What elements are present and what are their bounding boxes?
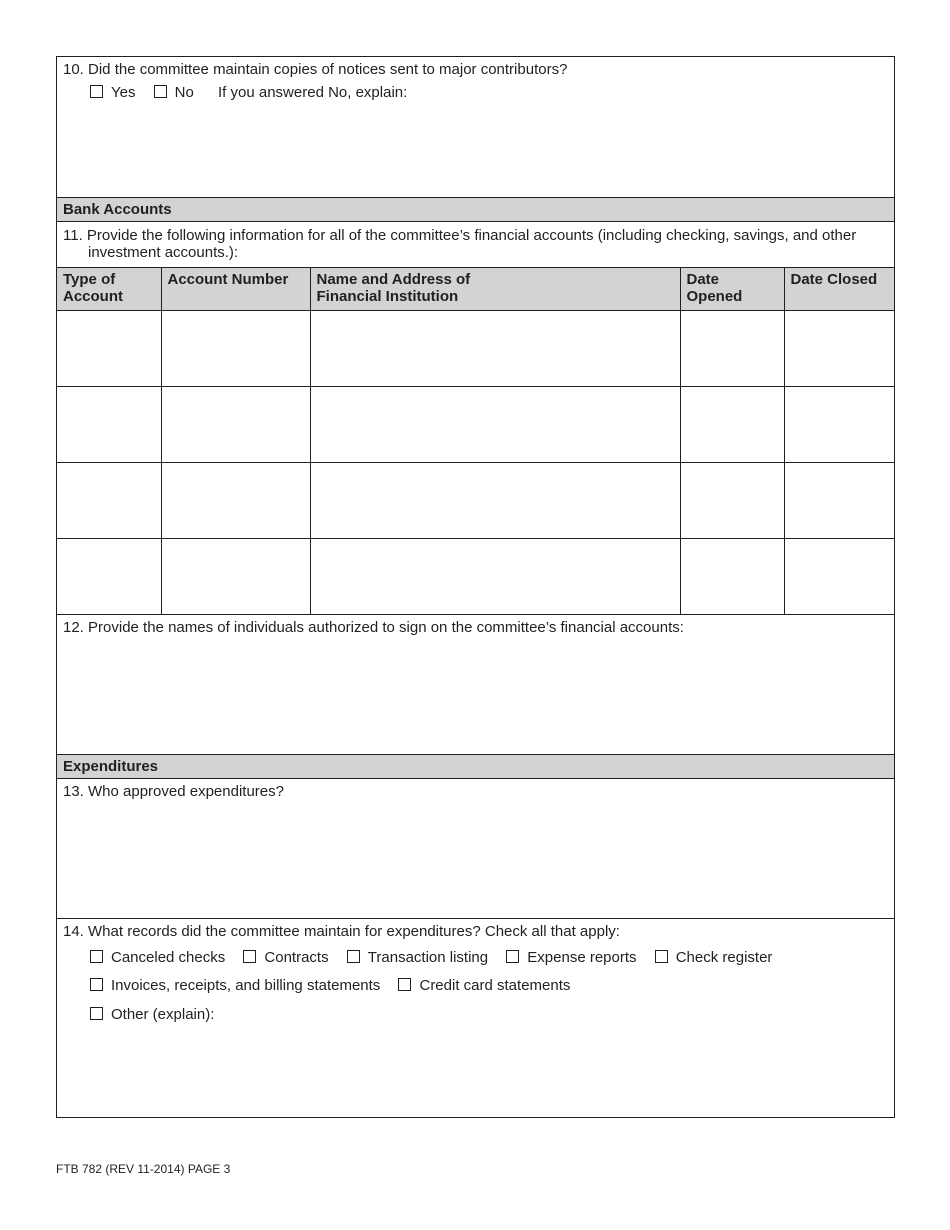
cell-input[interactable] [57, 462, 161, 538]
cell-input[interactable] [161, 386, 310, 462]
option-invoices[interactable]: Invoices, receipts, and billing statements [90, 977, 380, 994]
option-credit-card-statements[interactable]: Credit card statements [398, 977, 570, 994]
cell-input[interactable] [161, 310, 310, 386]
table-row [57, 462, 894, 538]
q10-yes-option[interactable] [90, 84, 135, 101]
checkbox[interactable] [506, 950, 519, 963]
q12-section[interactable] [57, 615, 894, 755]
option-other[interactable]: Other (explain): [90, 1006, 214, 1023]
yes-checkbox[interactable] [90, 85, 103, 98]
col-type-of-account: Type of Account [57, 268, 161, 310]
cell-input[interactable] [310, 386, 680, 462]
cell-input[interactable] [310, 310, 680, 386]
cell-input[interactable] [680, 462, 784, 538]
col-date-closed: Date Closed [784, 268, 894, 310]
accounts-table-wrapper [57, 268, 894, 615]
form-page [56, 56, 895, 1118]
cell-input[interactable] [784, 310, 894, 386]
option-contracts[interactable]: Contracts [243, 949, 328, 966]
checkbox[interactable] [90, 950, 103, 963]
q14-options-row2 [90, 977, 584, 994]
col-account-number: Account Number [161, 268, 310, 310]
checkbox[interactable] [398, 978, 411, 991]
q13-question: 13. Who approved expenditures? [63, 783, 284, 800]
q14-question: 14. What records did the committee maintain for expenditures? Check all that apply: [63, 923, 620, 940]
table-row [57, 538, 894, 614]
q11-question: 11. Provide the following information for all of the committee’s financial accounts (including checking, savings, and other investment accounts.): [63, 227, 857, 261]
cell-input[interactable] [161, 538, 310, 614]
bank-accounts-header: Bank Accounts [57, 198, 894, 222]
q10-options [90, 84, 407, 101]
col-date-opened: Date Opened [680, 268, 784, 310]
cell-input[interactable] [680, 538, 784, 614]
accounts-table [57, 268, 894, 614]
q14-section [57, 919, 894, 1117]
cell-input[interactable] [57, 538, 161, 614]
expenditures-header: Expenditures [57, 755, 894, 779]
option-expense-reports[interactable]: Expense reports [506, 949, 636, 966]
col-institution: Name and Address of Financial Institution [310, 268, 680, 310]
q10-section [57, 57, 894, 198]
q10-question: 10. Did the committee maintain copies of notices sent to major contributors? [63, 61, 568, 78]
cell-input[interactable] [784, 462, 894, 538]
q13-section[interactable] [57, 779, 894, 919]
cell-input[interactable] [310, 538, 680, 614]
q12-question: 12. Provide the names of individuals authorized to sign on the committee’s financial accounts: [63, 619, 684, 636]
option-canceled-checks[interactable]: Canceled checks [90, 949, 225, 966]
table-row [57, 386, 894, 462]
table-row [57, 310, 894, 386]
no-checkbox[interactable] [154, 85, 167, 98]
page-footer: FTB 782 (REV 11-2014) PAGE 3 [56, 1162, 231, 1176]
cell-input[interactable] [310, 462, 680, 538]
q14-options-row3 [90, 1006, 228, 1023]
q14-options-row1 [90, 949, 786, 966]
accounts-header-row [57, 268, 894, 310]
cell-input[interactable] [680, 386, 784, 462]
checkbox[interactable] [90, 1007, 103, 1020]
checkbox[interactable] [243, 950, 256, 963]
option-transaction-listing[interactable]: Transaction listing [347, 949, 488, 966]
cell-input[interactable] [784, 538, 894, 614]
cell-input[interactable] [784, 386, 894, 462]
option-check-register[interactable]: Check register [655, 949, 773, 966]
yes-label: Yes [111, 84, 136, 101]
checkbox[interactable] [90, 978, 103, 991]
cell-input[interactable] [57, 310, 161, 386]
checkbox[interactable] [655, 950, 668, 963]
q10-explain-label: If you answered No, explain: [218, 84, 408, 101]
q11-section [57, 222, 894, 268]
cell-input[interactable] [57, 386, 161, 462]
no-label: No [174, 84, 194, 101]
checkbox[interactable] [347, 950, 360, 963]
cell-input[interactable] [161, 462, 310, 538]
cell-input[interactable] [680, 310, 784, 386]
q10-no-option[interactable] [154, 84, 194, 101]
